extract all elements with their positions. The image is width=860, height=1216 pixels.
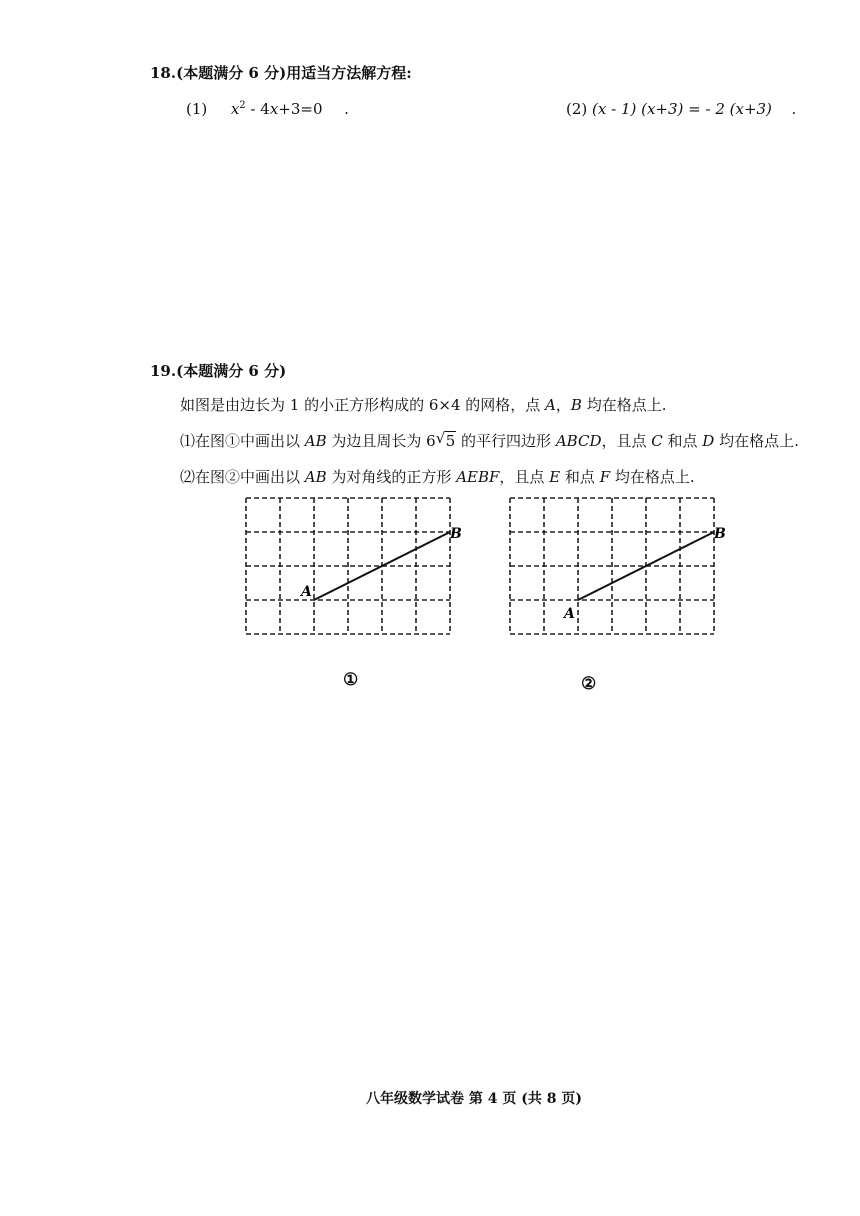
- q18-part1-label: (1): [186, 100, 208, 118]
- q19-heading: [150, 360, 286, 381]
- point-b-label: B: [714, 526, 726, 542]
- point-a-label: A: [301, 584, 312, 600]
- q18-instruction: 用适当方法解方程:: [286, 64, 412, 82]
- q18-part1-end: .: [344, 100, 349, 118]
- q18-heading: [150, 62, 412, 83]
- q18-part1-equation: $x^2 - 4x+3=0$: [230, 100, 323, 118]
- q19-subquestion-1: ⑴在图①中画出以 AB 为边且周长为 6 √ 5 的平行四边形 ABCD，且点 C 和点 D 均在格点上.: [180, 429, 799, 450]
- q19-number: 19.: [150, 362, 177, 380]
- q18-part2: [566, 100, 796, 118]
- q18-number: 18.: [150, 64, 177, 82]
- grid-figure-2-svg: [510, 498, 726, 638]
- q18-part2-label: (2): [566, 100, 588, 118]
- q19-intro: 如图是由边长为 1 的小正方形构成的 6×4 的网格，点 A，B 均在格点上.: [180, 396, 667, 414]
- point-a-label: A: [564, 606, 575, 622]
- q19-subquestion-2: ⑵在图②中画出以 AB 为对角线的正方形 AEBF，且点 E 和点 F 均在格点上.: [180, 468, 695, 486]
- figure-1-caption: ①: [343, 670, 359, 690]
- point-b-label: B: [450, 526, 462, 542]
- grid-figure-1: [246, 498, 462, 638]
- grid-figure-1-svg: [246, 498, 462, 638]
- q18-part1: [186, 100, 349, 118]
- grid-figure-2: [510, 498, 726, 638]
- page-footer: 八年级数学试卷 第 4 页 (共 8 页): [366, 1091, 582, 1107]
- sqrt-symbol: √ 5: [435, 429, 456, 450]
- figure-2-caption: ②: [581, 674, 597, 694]
- q18-part2-equation: (x - 1) (x+3) = - 2 (x+3): [592, 100, 772, 118]
- q19-score: (本题满分 6 分): [176, 362, 287, 380]
- q18-part2-end: .: [791, 100, 797, 118]
- q18-score: (本题满分 6 分): [176, 64, 287, 82]
